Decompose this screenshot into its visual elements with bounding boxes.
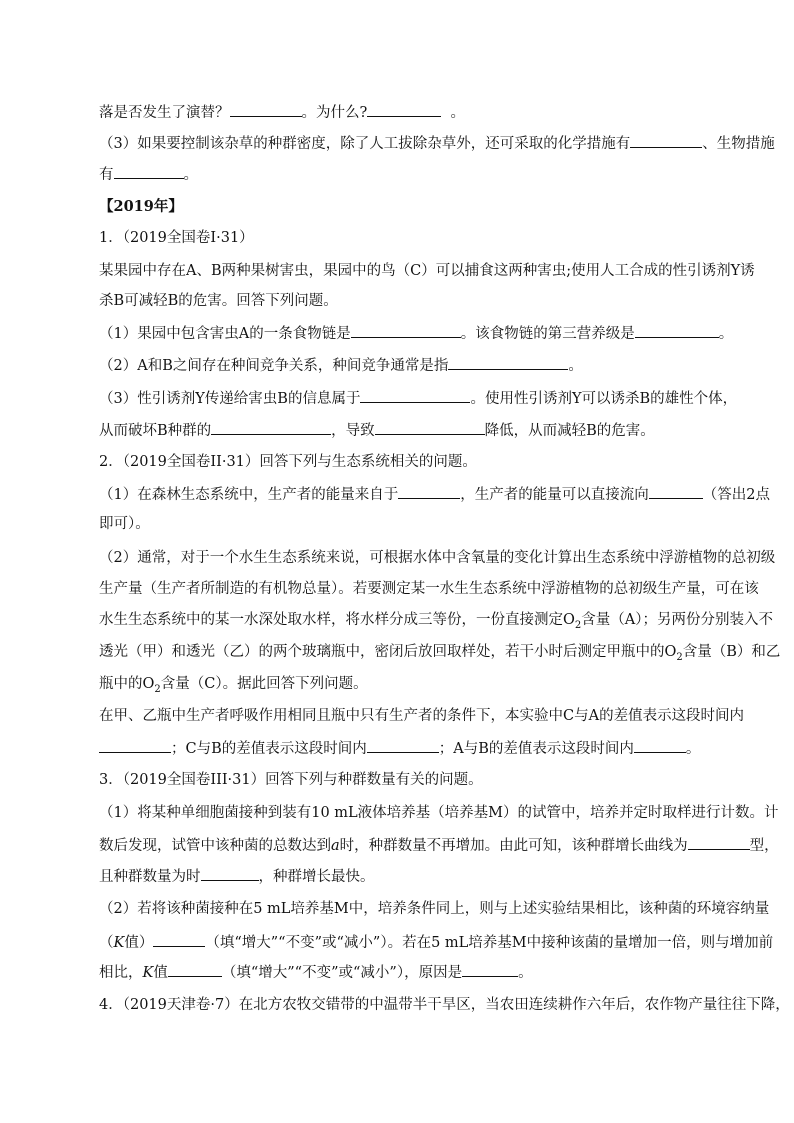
text-line: 有 。 (99, 164, 729, 185)
section-heading: 【2019年】 (99, 198, 183, 215)
answer-blank[interactable] (114, 164, 184, 179)
text-line: 瓶中的$O_2$含量（C）。据此回答下列问题。 (99, 676, 368, 695)
answer-blank[interactable] (367, 102, 441, 117)
question-header: 3．（2019全国卷III·31）回答下列与种群数量有关的问题。 (99, 772, 483, 788)
text-line: （3）如果要控制该杂草的种群密度，除了人工拔除杂草外，还可采取的化学措施有 、生物措施 (99, 133, 729, 154)
text-line: 且种群数量为时 ，种群增长最快。 (99, 866, 729, 887)
answer-blank[interactable] (375, 420, 485, 435)
text-line: 数后发现，试管中该种菌的总数达到a时，种群数量不再增加。由此可知，该种群增长曲线为 型， (99, 835, 729, 856)
text-line: 透光（甲）和透光（乙）的两个玻璃瓶中，密闭后放回取样处，若干小时后测定甲瓶中的$O_2$含量（B）和乙 (99, 644, 781, 663)
text-line: （2）通常，对于一个水生生态系统来说，可根据水体中含氧量的变化计算出生态系统中浮游植物的总初级 (99, 550, 776, 566)
answer-blank[interactable] (367, 738, 439, 753)
text-line: （2）A和B之间存在种间竞争关系，种间竞争通常是指 。 (99, 355, 729, 376)
question-header: 2．（2019全国卷II·31）回答下列与生态系统相关的问题。 (99, 454, 477, 470)
answer-blank[interactable] (211, 420, 331, 435)
question-header: 1．（2019全国卷Ⅰ·31） (99, 230, 254, 246)
text-line: ；C与B的差值表示这段时间内 ；A与B的差值表示这段时间内 。 (99, 738, 729, 759)
text-line: 从而破坏B种群的 ，导致 降低，从而减轻B的危害。 (99, 420, 729, 441)
text-line: 落是否发生了演替？ 。为什么? 。 (99, 102, 729, 123)
answer-blank[interactable] (168, 962, 222, 977)
answer-blank[interactable] (351, 323, 461, 338)
text-line: 相比，K值 （填“增大”“不变”或“减小”），原因是 。 (99, 962, 729, 983)
text-line: （2）若将该种菌接种在5 mL培养基M中，培养条件同上，则与上述实验结果相比，该种菌的环境容纳量 (99, 901, 770, 917)
answer-blank[interactable] (462, 962, 518, 977)
answer-blank[interactable] (153, 932, 205, 947)
text-line: 在甲、乙瓶中生产者呼吸作用相同且瓶中只有生产者的条件下，本实验中C与A的差值表示这段时间内 (99, 708, 745, 724)
answer-blank[interactable] (201, 866, 259, 881)
answer-blank[interactable] (99, 738, 171, 753)
text-line: （1）果园中包含害虫A的一条食物链是 。该食物链的第三营养级是 。 (99, 323, 729, 344)
text-line: 某果园中存在A、B两种果树害虫，果园中的鸟（C）可以捕食这两种害虫;使用人工合成的性引诱剂Y诱 (99, 263, 755, 279)
text-line: 生产量（生产者所制造的有机物总量）。若要测定某一水生生态系统中浮游植物的总初级生产量，可在该 (99, 581, 759, 597)
text-line: （1）将某种单细胞菌接种到装有10 mL液体培养基（培养基M）的试管中，培养并定时取样进行计数。计 (99, 805, 779, 821)
text-line: （3）性引诱剂Y传递给害虫B的信息属于 。使用性引诱剂Y可以诱杀B的雄性个体， (99, 388, 729, 409)
answer-blank[interactable] (230, 102, 302, 117)
answer-blank[interactable] (688, 835, 750, 850)
answer-blank[interactable] (630, 133, 702, 148)
answer-blank[interactable] (398, 484, 460, 499)
text-line: 杀B可减轻B的危害。回答下列问题。 (99, 293, 338, 309)
text-line: （1）在森林生态系统中，生产者的能量来自于 ，生产者的能量可以直接流向 （答出2点 (99, 484, 729, 505)
answer-blank[interactable] (360, 388, 470, 403)
text-line: （K值） （填“增大”“不变”或“减小”）。若在5 mL培养基M中接种该菌的量增加一倍，则与增加前 (99, 932, 729, 953)
answer-blank[interactable] (649, 484, 703, 499)
text-line: 水生生态系统中的某一水深处取水样，将水样分成三等份，一份直接测定$O_2$含量（A）；另两份分别装入不 (99, 612, 773, 631)
text-line: 即可）。 (99, 516, 150, 532)
question-header: 4．（2019天津卷·7）在北方农牧交错带的中温带半干旱区，当农田连续耕作六年后，农作物产量往往下降， (99, 997, 790, 1013)
answer-blank[interactable] (634, 738, 686, 753)
answer-blank[interactable] (635, 323, 719, 338)
answer-blank[interactable] (448, 355, 568, 370)
